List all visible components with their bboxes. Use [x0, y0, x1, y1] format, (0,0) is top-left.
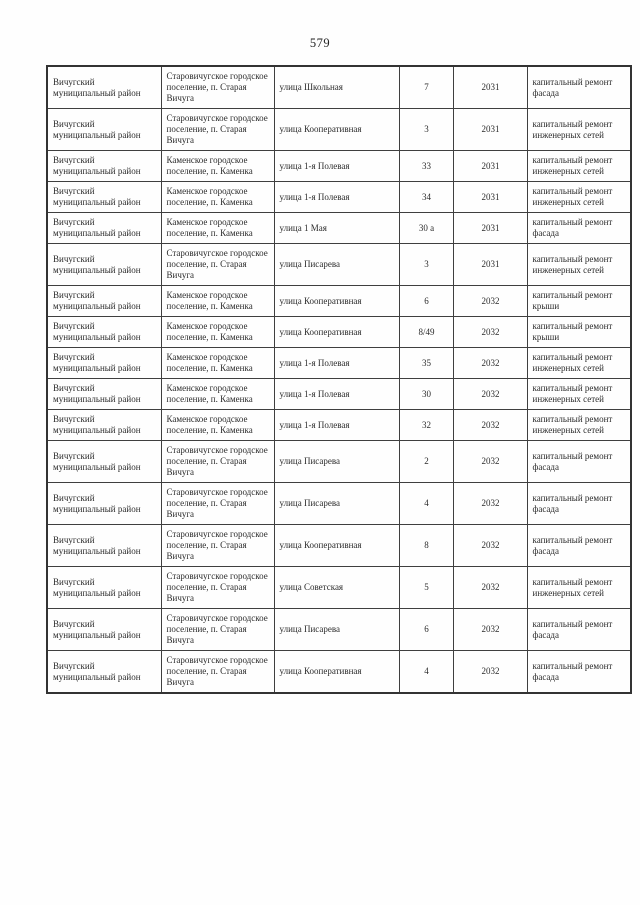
cell-settlement: Старовичугское городское поселение, п. Старая Вичуга — [161, 609, 274, 651]
cell-settlement: Каменское городское поселение, п. Каменка — [161, 379, 274, 410]
cell-district: Вичугский муниципальный район — [47, 525, 161, 567]
cell-street: улица Кооперативная — [274, 317, 399, 348]
cell-district: Вичугский муниципальный район — [47, 651, 161, 694]
table-row — [47, 483, 631, 525]
cell-year: 2032 — [453, 441, 527, 483]
cell-year: 2031 — [453, 213, 527, 244]
table-row — [47, 213, 631, 244]
cell-year: 2031 — [453, 66, 527, 109]
cell-work-type: капитальный ремонт крыши — [527, 286, 631, 317]
cell-house-number: 32 — [399, 410, 453, 441]
cell-street: улица Писарева — [274, 441, 399, 483]
cell-street: улица Писарева — [274, 483, 399, 525]
cell-district: Вичугский муниципальный район — [47, 151, 161, 182]
cell-house-number: 30 а — [399, 213, 453, 244]
cell-year: 2032 — [453, 317, 527, 348]
cell-year: 2031 — [453, 182, 527, 213]
cell-house-number: 6 — [399, 286, 453, 317]
cell-year: 2032 — [453, 609, 527, 651]
table-row — [47, 651, 631, 694]
cell-work-type: капитальный ремонт крыши — [527, 317, 631, 348]
table-body — [47, 66, 631, 693]
cell-work-type: капитальный ремонт инженерных сетей — [527, 348, 631, 379]
cell-year: 2032 — [453, 286, 527, 317]
cell-work-type: капитальный ремонт фасада — [527, 651, 631, 694]
table-row — [47, 567, 631, 609]
cell-house-number: 8 — [399, 525, 453, 567]
cell-house-number: 3 — [399, 109, 453, 151]
repair-schedule-table — [46, 65, 632, 694]
cell-house-number: 5 — [399, 567, 453, 609]
cell-settlement: Старовичугское городское поселение, п. Старая Вичуга — [161, 244, 274, 286]
cell-settlement: Старовичугское городское поселение, п. Старая Вичуга — [161, 109, 274, 151]
cell-house-number: 2 — [399, 441, 453, 483]
cell-district: Вичугский муниципальный район — [47, 317, 161, 348]
cell-year: 2032 — [453, 651, 527, 694]
cell-work-type: капитальный ремонт фасада — [527, 609, 631, 651]
cell-street: улица Кооперативная — [274, 109, 399, 151]
cell-house-number: 3 — [399, 244, 453, 286]
cell-district: Вичугский муниципальный район — [47, 348, 161, 379]
cell-year: 2032 — [453, 567, 527, 609]
cell-work-type: капитальный ремонт фасада — [527, 525, 631, 567]
cell-year: 2031 — [453, 244, 527, 286]
table-row — [47, 244, 631, 286]
page-number: 579 — [309, 36, 331, 50]
cell-settlement: Каменское городское поселение, п. Каменка — [161, 286, 274, 317]
cell-house-number: 6 — [399, 609, 453, 651]
cell-street: улица Кооперативная — [274, 525, 399, 567]
cell-street: улица Писарева — [274, 244, 399, 286]
cell-settlement: Старовичугское городское поселение, п. Старая Вичуга — [161, 66, 274, 109]
table-row — [47, 609, 631, 651]
cell-street: улица 1-я Полевая — [274, 379, 399, 410]
cell-house-number: 35 — [399, 348, 453, 379]
cell-house-number: 34 — [399, 182, 453, 213]
cell-street: улица 1-я Полевая — [274, 182, 399, 213]
cell-work-type: капитальный ремонт инженерных сетей — [527, 244, 631, 286]
cell-street: улица 1 Мая — [274, 213, 399, 244]
cell-district: Вичугский муниципальный район — [47, 379, 161, 410]
cell-work-type: капитальный ремонт фасада — [527, 483, 631, 525]
cell-year: 2032 — [453, 525, 527, 567]
cell-district: Вичугский муниципальный район — [47, 66, 161, 109]
cell-street: улица Советская — [274, 567, 399, 609]
cell-work-type: капитальный ремонт инженерных сетей — [527, 109, 631, 151]
cell-settlement: Каменское городское поселение, п. Каменка — [161, 348, 274, 379]
cell-settlement: Каменское городское поселение, п. Каменка — [161, 410, 274, 441]
cell-year: 2031 — [453, 109, 527, 151]
cell-street: улица 1-я Полевая — [274, 410, 399, 441]
cell-house-number: 7 — [399, 66, 453, 109]
cell-district: Вичугский муниципальный район — [47, 213, 161, 244]
cell-settlement: Старовичугское городское поселение, п. Старая Вичуга — [161, 651, 274, 694]
cell-year: 2032 — [453, 379, 527, 410]
cell-settlement: Каменское городское поселение, п. Каменка — [161, 151, 274, 182]
cell-work-type: капитальный ремонт инженерных сетей — [527, 567, 631, 609]
cell-settlement: Старовичугское городское поселение, п. Старая Вичуга — [161, 441, 274, 483]
cell-work-type: капитальный ремонт инженерных сетей — [527, 151, 631, 182]
cell-district: Вичугский муниципальный район — [47, 483, 161, 525]
cell-district: Вичугский муниципальный район — [47, 567, 161, 609]
cell-year: 2031 — [453, 151, 527, 182]
table-row — [47, 317, 631, 348]
cell-street: улица 1-я Полевая — [274, 151, 399, 182]
cell-district: Вичугский муниципальный район — [47, 609, 161, 651]
cell-settlement: Старовичугское городское поселение, п. Старая Вичуга — [161, 483, 274, 525]
cell-work-type: капитальный ремонт фасада — [527, 213, 631, 244]
cell-settlement: Каменское городское поселение, п. Каменка — [161, 213, 274, 244]
cell-work-type: капитальный ремонт инженерных сетей — [527, 379, 631, 410]
cell-district: Вичугский муниципальный район — [47, 441, 161, 483]
cell-house-number: 33 — [399, 151, 453, 182]
cell-settlement: Каменское городское поселение, п. Каменка — [161, 317, 274, 348]
cell-work-type: капитальный ремонт фасада — [527, 66, 631, 109]
cell-district: Вичугский муниципальный район — [47, 244, 161, 286]
table-row — [47, 410, 631, 441]
cell-street: улица 1-я Полевая — [274, 348, 399, 379]
cell-house-number: 4 — [399, 483, 453, 525]
table-row — [47, 441, 631, 483]
cell-house-number: 4 — [399, 651, 453, 694]
cell-settlement: Старовичугское городское поселение, п. Старая Вичуга — [161, 525, 274, 567]
cell-house-number: 30 — [399, 379, 453, 410]
cell-work-type: капитальный ремонт инженерных сетей — [527, 182, 631, 213]
cell-year: 2032 — [453, 348, 527, 379]
table-row — [47, 286, 631, 317]
cell-street: улица Кооперативная — [274, 286, 399, 317]
cell-street: улица Кооперативная — [274, 651, 399, 694]
cell-year: 2032 — [453, 410, 527, 441]
cell-year: 2032 — [453, 483, 527, 525]
cell-street: улица Писарева — [274, 609, 399, 651]
table-row — [47, 182, 631, 213]
cell-district: Вичугский муниципальный район — [47, 109, 161, 151]
cell-house-number: 8/49 — [399, 317, 453, 348]
cell-district: Вичугский муниципальный район — [47, 182, 161, 213]
cell-street: улица Школьная — [274, 66, 399, 109]
cell-work-type: капитальный ремонт инженерных сетей — [527, 410, 631, 441]
cell-settlement: Старовичугское городское поселение, п. Старая Вичуга — [161, 567, 274, 609]
table-row — [47, 109, 631, 151]
cell-district: Вичугский муниципальный район — [47, 410, 161, 441]
table-row — [47, 151, 631, 182]
cell-work-type: капитальный ремонт фасада — [527, 441, 631, 483]
table-row — [47, 525, 631, 567]
cell-district: Вичугский муниципальный район — [47, 286, 161, 317]
table-row — [47, 66, 631, 109]
table-row — [47, 348, 631, 379]
table-row — [47, 379, 631, 410]
cell-settlement: Каменское городское поселение, п. Каменка — [161, 182, 274, 213]
